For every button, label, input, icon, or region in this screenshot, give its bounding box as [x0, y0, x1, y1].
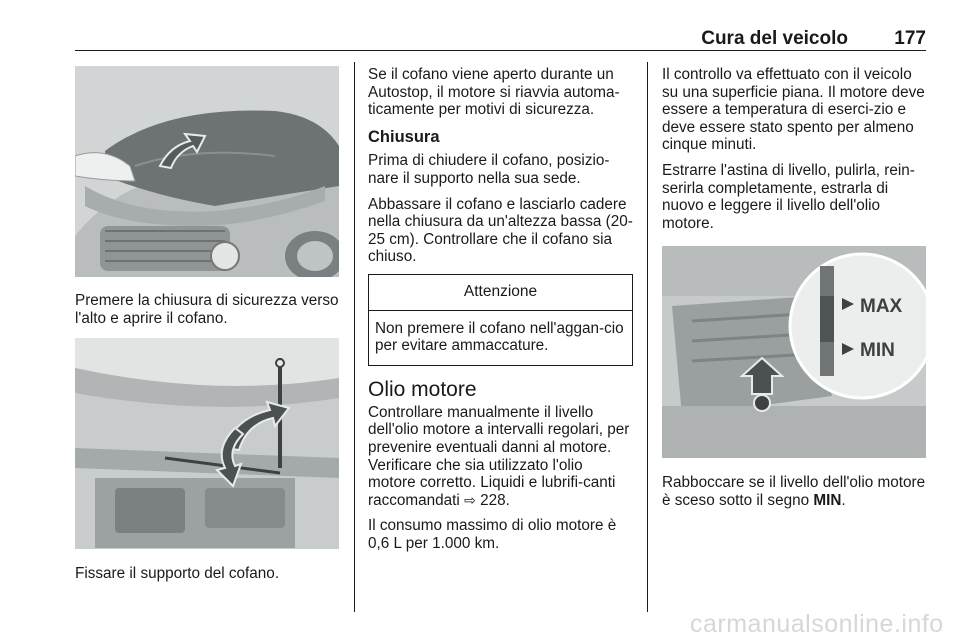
check-conditions-paragraph: Il controllo va effettuato con il veicolo su una superficie piana. Il motore deve essere a temperatura di eserci-zio e deve essere stato spento per almeno cinque minuti.: [662, 66, 925, 154]
oil-paragraph-1: [368, 404, 633, 510]
warning-box: [368, 274, 633, 366]
dipstick-max-label: MAX: [860, 296, 903, 318]
refill-min-mark: MIN: [813, 491, 842, 509]
refill-period: .: [841, 491, 846, 509]
refill-paragraph: [662, 474, 927, 509]
hood-release-illustration: [75, 66, 339, 277]
closing-paragraph-2: Abbassare il cofano e lasciarlo cadere nella chiusura da un'altezza bassa (20-25 cm). Controllare che il cofano sia chiuso.: [368, 195, 633, 266]
page-reference-arrow-icon: ⇨: [464, 491, 476, 508]
oil-paragraph-1-text: Controllare manualmente il livello dell'olio motore a intervalli regolari, per prevenire eventuali danni al motore. Verificare che sia utilizzato l'olio motore corretto. Liquidi e lubrifi-canti raccomandati: [368, 403, 630, 509]
watermark: carmanualsonline.info: [690, 610, 944, 638]
closing-paragraph-1: Prima di chiudere il cofano, posizio-nare il supporto nella sua sede.: [368, 152, 610, 187]
page-reference-number[interactable]: 228.: [480, 491, 510, 509]
figure-caption-2: Fissare il supporto del cofano.: [75, 565, 280, 582]
hood-support-illustration: [75, 338, 339, 549]
closing-heading: Chiusura: [368, 127, 440, 146]
autostop-paragraph: Se il cofano viene aperto durante un Autostop, il motore si riavvia automa-ticamente per motivi di sicurezza.: [368, 66, 620, 119]
warning-text: Non premere il cofano nell'aggan-cio per evitare ammaccature.: [375, 319, 624, 355]
refill-text: Rabboccare se il livello dell'olio motore è sceso sotto il segno: [662, 474, 926, 509]
dipstick-illustration: [662, 246, 926, 458]
column-divider: [647, 62, 648, 612]
page-number: 177: [894, 28, 926, 49]
dipstick-min-label: MIN: [860, 340, 895, 362]
dipstick-paragraph: Estrarre l'astina di livello, pulirla, rein-serirla completamente, estrarla di nuovo e leggere il livello dell'olio motore.: [662, 161, 915, 232]
warning-title: Attenzione: [369, 275, 632, 311]
column-divider: [354, 62, 355, 612]
section-title: Cura del veicolo: [701, 28, 848, 49]
page-header: [75, 28, 926, 51]
oil-consumption-paragraph: Il consumo massimo di olio motore è 0,6 L per 1.000 km.: [368, 517, 617, 552]
figure-caption-1: Premere la chiusura di sicurezza verso l'alto e aprire il cofano.: [75, 292, 339, 327]
oil-heading: Olio motore: [368, 377, 477, 401]
column-2: [368, 66, 633, 560]
column-3: [662, 66, 927, 518]
